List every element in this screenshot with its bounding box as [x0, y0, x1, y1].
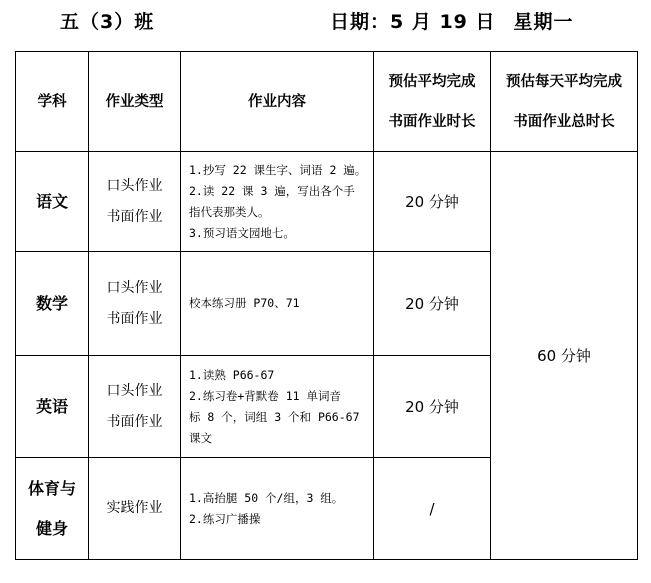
- type-item: 书面作业: [106, 413, 163, 430]
- type-cell: [89, 458, 181, 560]
- header-content-label: 作业内容: [248, 93, 306, 110]
- avg-time-cell: 20 分钟: [374, 152, 491, 252]
- date-line: [330, 7, 574, 34]
- avg-time-cell: 20 分钟: [374, 252, 491, 356]
- content-line: 2.读 22 课 3 遍，写出各个手: [189, 183, 355, 198]
- header-total-time: [491, 52, 638, 152]
- weekday-text: 星期一: [513, 11, 574, 33]
- subject-name: 语文: [35, 191, 68, 211]
- content-line: 指代表那类人。: [189, 204, 270, 219]
- homework-table: [15, 51, 638, 560]
- type-item: 实践作业: [106, 500, 163, 516]
- subject-name: 数学: [35, 293, 68, 313]
- total-time-cell: 60 分钟: [491, 152, 638, 560]
- content-line: 2.练习卷+背默卷 11 单词音: [189, 388, 341, 403]
- subject-cell: [16, 252, 89, 356]
- content-cell: [181, 252, 374, 356]
- content-line: 课文: [189, 430, 212, 445]
- subject-name-line-2: 健身: [35, 518, 68, 538]
- content-cell: [181, 458, 374, 560]
- type-item: 书面作业: [106, 310, 163, 327]
- avg-time-cell: 20 分钟: [374, 356, 491, 458]
- header-avg-time: [374, 52, 491, 152]
- type-item: 书面作业: [106, 208, 163, 225]
- content-line: 1.抄写 22 课生字、词语 2 遍。: [189, 162, 367, 177]
- subject-cell: [16, 356, 89, 458]
- header-avg-time-line-1: 预估平均完成: [388, 73, 476, 90]
- header-total-time-line-1: 预估每天平均完成: [506, 73, 622, 90]
- type-cell: [89, 252, 181, 356]
- date-text: 日期：5 月 19 日: [330, 11, 496, 33]
- content-line: 校本练习册 P70、71: [189, 296, 300, 310]
- content-line: 2.练习广播操: [189, 511, 261, 526]
- type-cell: [89, 152, 181, 252]
- content-line: 1.读熟 P66-67: [189, 367, 275, 382]
- header-type-label: 作业类型: [105, 93, 164, 110]
- header-total-time-line-2: 书面作业总时长: [513, 113, 615, 130]
- table-header-row: [16, 52, 638, 152]
- type-item: 口头作业: [106, 382, 163, 399]
- content-line: 标 8 个，词组 3 个和 P66-67: [189, 409, 360, 424]
- type-item: 口头作业: [106, 177, 163, 194]
- subject-cell: [16, 152, 89, 252]
- header-avg-time-line-2: 书面作业时长: [388, 113, 476, 130]
- table-row: [16, 152, 638, 252]
- avg-time-cell: /: [374, 458, 491, 560]
- header-subject: [16, 52, 89, 152]
- content-line: 1.高抬腿 50 个/组，3 组。: [189, 490, 344, 505]
- class-title: 五（3）班: [60, 11, 155, 33]
- subject-cell: [16, 458, 89, 560]
- content-cell: [181, 356, 374, 458]
- type-item: 口头作业: [106, 279, 163, 296]
- header-content: [181, 52, 374, 152]
- content-cell: [181, 152, 374, 252]
- subject-name: 英语: [35, 396, 68, 416]
- header-subject-label: 学科: [37, 93, 67, 110]
- page-header: [0, 0, 651, 40]
- subject-name-line-1: 体育与: [27, 478, 76, 498]
- header-type: [89, 52, 181, 152]
- type-cell: [89, 356, 181, 458]
- content-line: 3.预习语文园地七。: [189, 225, 295, 240]
